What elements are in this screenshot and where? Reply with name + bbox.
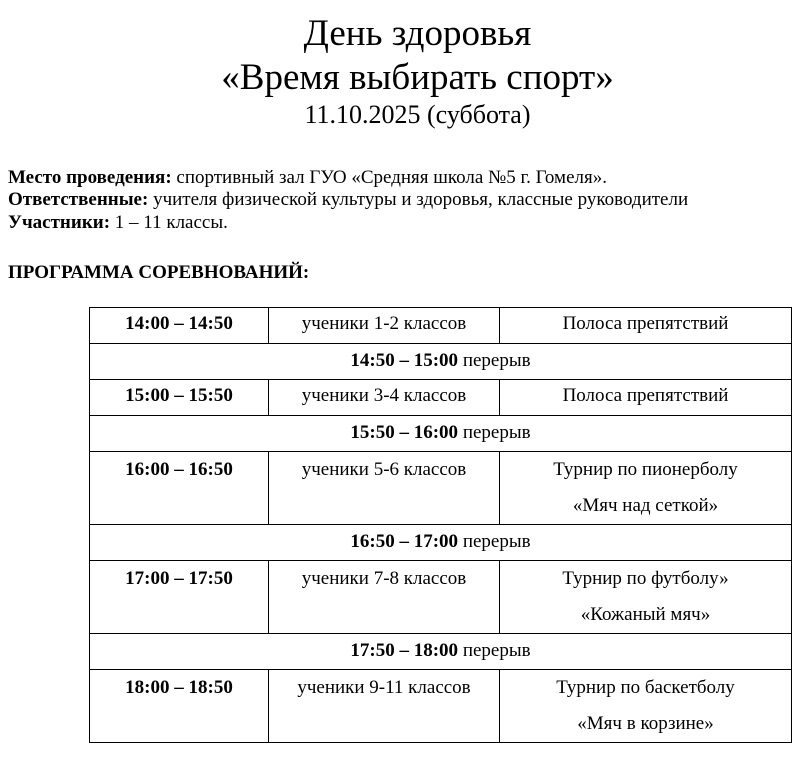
group-cell: ученики 7-8 классов — [269, 561, 500, 634]
group-cell: ученики 5-6 классов — [269, 452, 500, 525]
time-cell: 15:00 – 15:50 — [90, 380, 269, 416]
participants-text: 1 – 11 классы. — [110, 212, 228, 233]
page-title: День здоровья — [303, 13, 532, 54]
break-cell — [90, 634, 792, 670]
page-subtitle: «Время выбирать спорт» — [221, 57, 614, 98]
break-row — [90, 634, 792, 670]
event-cell: Полоса препятствий — [500, 380, 792, 416]
break-time: 14:50 – 15:00 — [350, 350, 459, 371]
responsible-label: Ответственные: — [8, 189, 149, 210]
event-cell: Полоса препятствий — [500, 308, 792, 344]
event-date: 11.10.2025 (суббота) — [304, 100, 531, 129]
schedule-row — [90, 380, 792, 416]
schedule-row — [90, 452, 792, 525]
venue-text: спортивный зал ГУО «Средняя школа №5 г. Гомеля». — [171, 167, 607, 188]
break-label: перерыв — [458, 640, 531, 661]
break-row — [90, 525, 792, 561]
group-cell: ученики 9-11 классов — [269, 670, 500, 743]
event-line-2: «Мяч над сеткой» — [572, 495, 719, 516]
venue-label: Место проведения: — [8, 167, 172, 188]
responsible-text: учителя физической культуры и здоровья, классные руководители — [148, 189, 689, 210]
event-cell — [500, 452, 792, 525]
break-label: перерыв — [458, 531, 531, 552]
venue-line — [8, 167, 607, 189]
responsible-line — [8, 189, 688, 211]
group-cell: ученики 1-2 классов — [269, 308, 500, 344]
break-row — [90, 344, 792, 380]
break-cell — [90, 525, 792, 561]
participants-label: Участники: — [8, 212, 111, 233]
schedule-table — [89, 307, 792, 743]
break-label: перерыв — [458, 422, 531, 443]
event-line-2: «Мяч в корзине» — [577, 713, 714, 734]
time-cell: 18:00 – 18:50 — [90, 670, 269, 743]
event-line-1: Турнир по футболу» — [562, 568, 729, 589]
break-cell — [90, 344, 792, 380]
break-time: 17:50 – 18:00 — [350, 640, 459, 661]
event-cell — [500, 561, 792, 634]
time-cell: 17:00 – 17:50 — [90, 561, 269, 634]
time-cell: 14:00 – 14:50 — [90, 308, 269, 344]
participants-line — [8, 212, 228, 234]
break-time: 15:50 – 16:00 — [350, 422, 459, 443]
event-cell — [500, 670, 792, 743]
break-cell — [90, 416, 792, 452]
break-time: 16:50 – 17:00 — [350, 531, 459, 552]
event-line-1: Турнир по пионерболу — [553, 459, 738, 480]
schedule-row — [90, 308, 792, 344]
schedule-row — [90, 670, 792, 743]
event-line-2: «Кожаный мяч» — [580, 604, 711, 625]
schedule-row — [90, 561, 792, 634]
event-line-1: Турнир по баскетболу — [556, 677, 735, 698]
time-cell: 16:00 – 16:50 — [90, 452, 269, 525]
break-label: перерыв — [458, 350, 531, 371]
group-cell: ученики 3-4 классов — [269, 380, 500, 416]
program-heading: ПРОГРАММА СОРЕВНОВАНИЙ: — [8, 262, 310, 283]
break-row — [90, 416, 792, 452]
